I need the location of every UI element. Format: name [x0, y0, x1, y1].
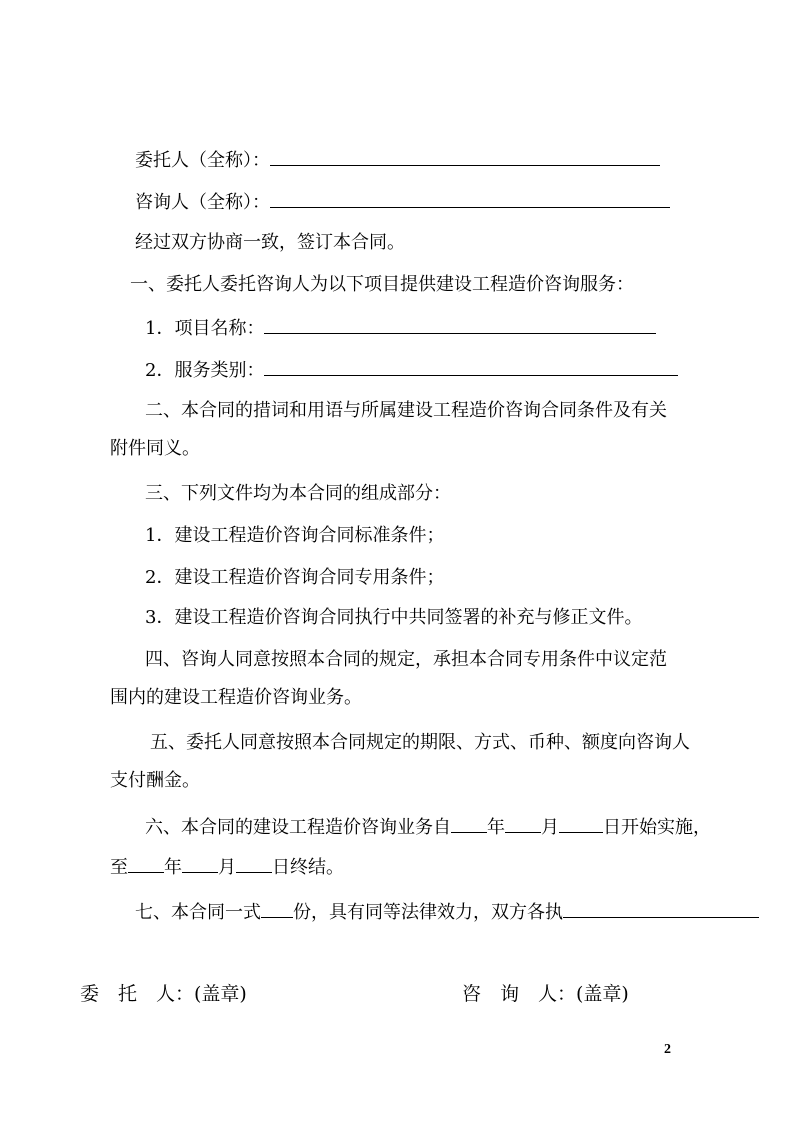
start-year-blank[interactable]: [451, 814, 487, 833]
clause-1: 一、委托人委托咨询人为以下项目提供建设工程造价咨询服务：: [130, 274, 634, 295]
start-month-label: 月: [541, 817, 559, 838]
agreement-text: 经过双方协商一致，签订本合同。: [135, 232, 405, 253]
clause-6-line-1: [145, 814, 711, 840]
end-day-suffix: 日终结。: [272, 857, 344, 878]
project-name-blank[interactable]: [264, 315, 656, 334]
client-fullname-label: 委托人（全称）：: [135, 150, 270, 171]
clause-7-prefix: 七、本合同一式: [135, 902, 261, 923]
clause-7-text: 份，具有同等法律效力，双方各执: [293, 902, 563, 923]
project-name-row: [145, 315, 656, 341]
end-month-label: 月: [218, 857, 236, 878]
end-year-blank[interactable]: [128, 854, 164, 873]
project-name-label: 1．项目名称：: [145, 318, 265, 339]
clause-5-line-2: 支付酬金。: [110, 770, 200, 791]
consultant-fullname-row: [135, 189, 670, 215]
clause-4-line-2: 围内的建设工程造价咨询业务。: [110, 687, 362, 708]
end-month-blank[interactable]: [182, 854, 218, 873]
copies-count-blank[interactable]: [261, 899, 293, 918]
clause-7: [135, 899, 759, 925]
clause-3-item-2: 2．建设工程造价咨询合同专用条件；: [145, 567, 445, 588]
clause-6-line-2: [110, 854, 344, 880]
client-signature-label: 委 托 人：(盖章): [80, 983, 247, 1005]
clause-3-item-3: 3．建设工程造价咨询合同执行中共同签署的补充与修正文件。: [145, 607, 643, 628]
clause-2-line-1: 二、本合同的措词和用语与所属建设工程造价咨询合同条件及有关: [145, 400, 667, 421]
service-type-label: 2．服务类别：: [145, 360, 265, 381]
consultant-fullname-label: 咨询人（全称）：: [135, 192, 270, 213]
client-fullname-blank[interactable]: [270, 147, 660, 166]
start-year-label: 年: [487, 817, 505, 838]
end-prefix: 至: [110, 857, 128, 878]
consultant-fullname-blank[interactable]: [270, 189, 670, 208]
clause-4-line-1: 四、咨询人同意按照本合同的规定，承担本合同专用条件中议定范: [145, 649, 667, 670]
clause-6-start-text: 六、本合同的建设工程造价咨询业务自: [145, 817, 451, 838]
consultant-signature-label: 咨 询 人：(盖章): [462, 983, 629, 1005]
start-day-suffix: 日开始实施，: [603, 817, 711, 838]
end-year-label: 年: [164, 857, 182, 878]
clause-2-line-2: 附件同义。: [110, 438, 200, 459]
start-day-blank[interactable]: [559, 814, 603, 833]
copies-each-blank[interactable]: [563, 899, 759, 918]
clause-3-item-1: 1．建设工程造价咨询合同标准条件；: [145, 525, 445, 546]
clause-3: 三、下列文件均为本合同的组成部分：: [145, 483, 451, 504]
service-type-row: [145, 357, 678, 383]
client-fullname-row: [135, 147, 660, 173]
end-day-blank[interactable]: [236, 854, 272, 873]
service-type-blank[interactable]: [264, 357, 678, 376]
page-number: 2: [664, 1042, 671, 1057]
clause-5-line-1: 五、委托人同意按照本合同规定的期限、方式、币种、额度向咨询人: [150, 732, 690, 753]
start-month-blank[interactable]: [505, 814, 541, 833]
